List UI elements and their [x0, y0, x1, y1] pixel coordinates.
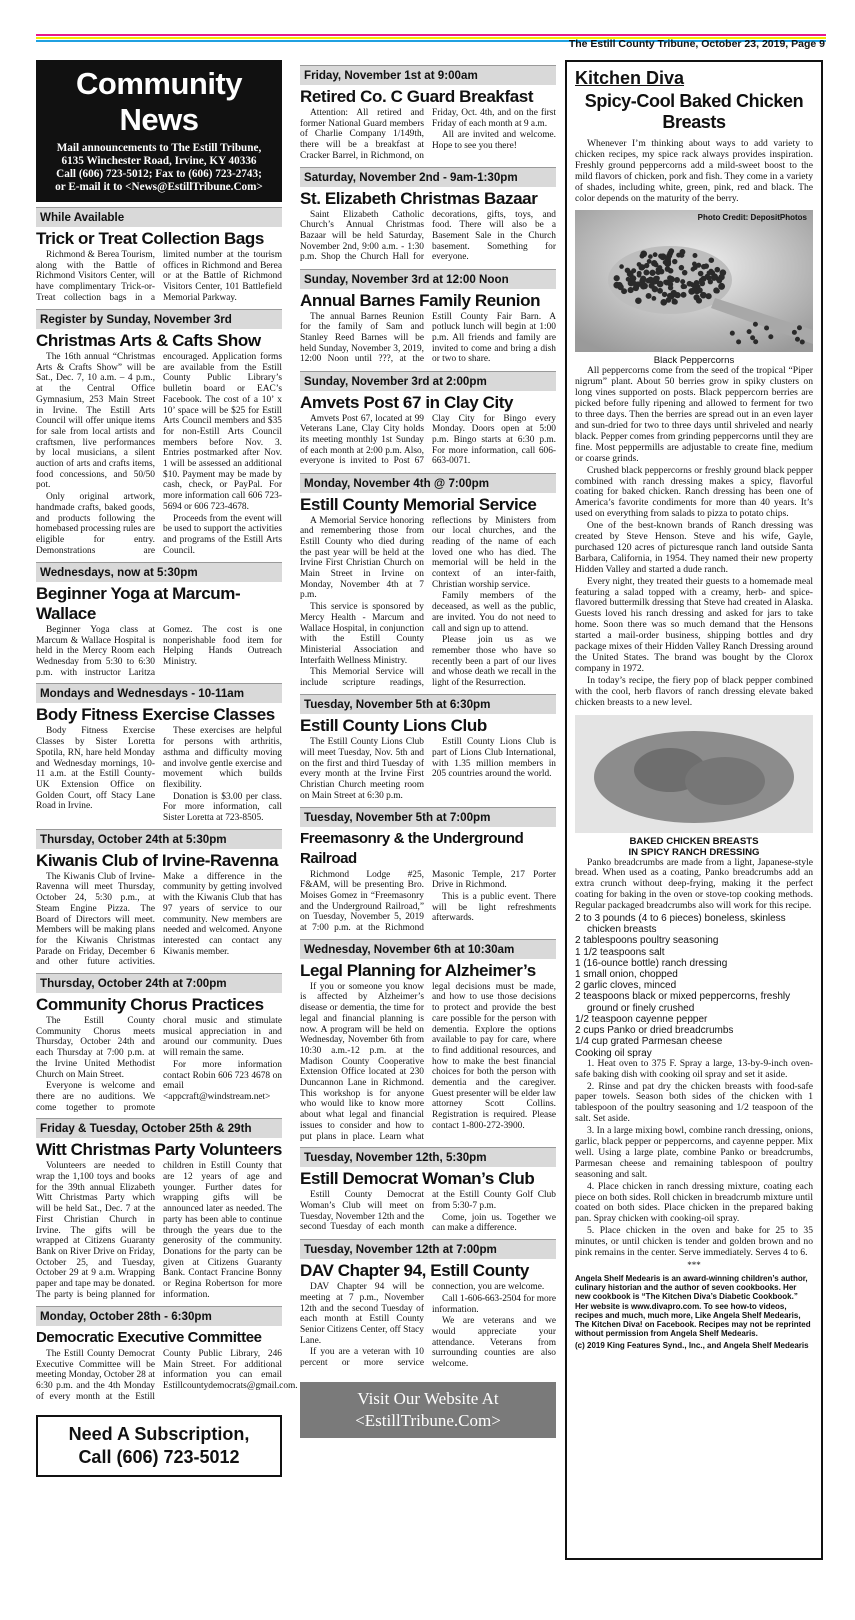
notice-headline: DAV Chapter 94, Estill County — [300, 1261, 529, 1281]
notice-headline: Witt Christmas Party Volunteers — [36, 1140, 282, 1160]
peppercorn — [621, 289, 627, 295]
notice-date-bar: Wednesdays, now at 5:30pm — [36, 562, 282, 582]
notice — [36, 309, 282, 557]
notice-date-bar: Sunday, November 3rd at 2:00pm — [300, 371, 556, 391]
author-bio: Angela Shelf Medearis is an award-winning children’s author, culinary historian and the author of seven cookbooks. Her new cookbook is “The Kitchen Diva’s Diabetic Cookbook.” Her website is www.divapro.com. To see how-to videos, recipes and much, much more, Like Angela Shelf Medearis, The Kitchen Diva! on Facebook. Recipes may not be reprinted without permission from Angela Shelf Medearis. — [575, 1274, 811, 1339]
paragraph: Everyone is welcome and there are no auditions. We come together to promote choral music and stimulate musical appreciation in and around our community. Dues will remain the same. — [36, 1016, 282, 1113]
peppercorn — [698, 271, 704, 277]
peppercorn — [703, 264, 709, 270]
masthead-line: Mail announcements to The Estill Tribune, — [56, 142, 262, 154]
peppercorn — [652, 296, 657, 301]
paragraph: Donation is $3.00 per class. For more information, call Sister Loretta at 723-8505. — [163, 791, 282, 824]
peppercorn — [653, 253, 658, 258]
paragraph: Body Fitness Exercise Classes by Sister Loretta Spotila, RN, hare held Monday and Wednesday mornings, 10-11 a.m. at the Estill County-UK Extension Office on Golden Court, off Stacy Lane Road in Irvine. — [36, 726, 155, 812]
peppercorn — [674, 293, 679, 298]
masthead-line: Call (606) 723-5012; Fax to (606) 723-2743; — [56, 168, 262, 180]
photo-credit: Photo Credit: DepositPhotos — [697, 213, 807, 223]
paragraph: We are veterans and we would appreciate your attendance. Veterans from surrounding counties are also welcome. — [432, 1316, 556, 1370]
notice-headline: Estill Democrat Woman’s Club — [300, 1169, 535, 1189]
peppercorn — [644, 263, 649, 268]
peppercorn — [736, 340, 741, 345]
notice — [300, 269, 556, 366]
ingredient: 1 1/2 teaspoons salt — [575, 946, 665, 958]
peppercorn — [643, 270, 649, 276]
notice-body — [36, 625, 282, 679]
ingredient: 1/4 cup grated Parmesan cheese — [575, 1036, 723, 1048]
peppercorn — [768, 335, 773, 340]
notice — [300, 473, 556, 690]
peppercorn — [652, 286, 658, 292]
paragraph: DAV Chapter 94 will be meeting at 7 p.m., November 12th and the second Tuesday of each month at Estill County Senior Citizens Center, off Stacy Lane. — [300, 1282, 424, 1346]
column-middle — [300, 60, 556, 1438]
peppercorn — [657, 266, 662, 271]
ingredient-list — [575, 913, 813, 1059]
notice — [300, 1239, 556, 1370]
website-link[interactable]: <EstillTribune.Com> — [355, 1410, 501, 1430]
recipe-caption — [575, 836, 813, 858]
paragraph: Proceeds from the event will be used to support the activities and programs of the Estill Arts Council. — [163, 513, 282, 556]
notice-date-bar: While Available — [36, 207, 282, 227]
peppercorn — [674, 277, 680, 283]
peppercorn — [681, 292, 687, 298]
peppercorn — [679, 265, 684, 270]
peppercorn — [614, 276, 620, 282]
paragraph: Crushed black peppercorns or freshly ground black pepper combined with ranch dressing makes a spicy, flavorful coating for baked chicken. Ranch dressing has been one of America’s favorite condiments for more than 40 years. It’s used on everything from salads to pizza to potato chips. — [575, 464, 813, 520]
notice-body — [36, 1349, 298, 1403]
ingredient: 1 (16-ounce bottle) ranch dressing — [575, 957, 728, 969]
peppercorn — [709, 258, 715, 264]
notice — [300, 1147, 556, 1234]
peppercorn — [696, 298, 702, 304]
notice-headline: Kiwanis Club of Irvine-Ravenna — [36, 850, 279, 870]
paragraph: Only original artwork, handmade crafts, baked goods, and products following the homebased processing rules are eligible for entry. Demonstrations are encouraged. Application forms are available from the Estill County Public Library’s bulletin board or EAC’s Facebook. The cost of a 10’ x 10’ space will be $25 for Estill Arts Council members and $35 for non-Estill Arts Council members before Nov. 3. Entries postmarked after Nov. 1 will be assessed an additional $10. Payment may be made by cash, check, or PayPal. For more information call 606 723-5694 or 606 723-4678. — [36, 352, 282, 556]
notice-body — [36, 1016, 282, 1113]
paragraph: Whenever I’m thinking about ways to add variety to chicken recipes, my spice rack always provides inspiration. Freshly ground peppercorns add a mild-sweet boost to the mild flavors of chicken, pork and fish. They come in a variety of shades, including white, green, pink, red and black. The color depends on the maturity of the berry. — [575, 138, 813, 204]
paragraph: Volunteers are needed to wrap the 1,100 toys and books for the 39th annual Elizabeth Witt Christmas Party which will be held Sat., Dec. 7 at the First Christian Church in Irvine. The gifts will be wrapped at Citizens Guaranty Bank on River Drive on Friday, October 25, and Tuesday, October 29 at 9 a.m. Wrapping paper and tape may be donated. The party is being planned for children in Estill County that are 12 years of age and younger. Further dates for wrapping gifts will be announced later as needed. The party has been able to continue through the years due to the generosity of the community. Donations for the party can be given at Citizens Guaranty Bank. Contact Francine Bonny or Regina Robertson for more information. — [36, 1161, 282, 1300]
column-left — [36, 60, 298, 1477]
paragraph: The 16th annual “Christmas Arts & Crafts Show” will be Sat., Dec. 7, 10 a.m. – 4 p.m., at the Central Office Gymnasium, 253 Main Street in Irvine. The Estill Arts Council will offer unique items for sale from local artists and craftsmen, live performances by local musicians, a silent auction of arts and crafts items, food concessions, and 50/50 pot. — [36, 352, 155, 491]
peppercorn — [717, 278, 723, 284]
peppercorn — [706, 294, 712, 300]
peppercorn — [637, 263, 642, 268]
paragraph: This is a public event. There will be light refreshments afterwards. — [432, 891, 556, 924]
peppercorn — [673, 300, 678, 305]
masthead — [36, 60, 282, 202]
article-body — [575, 366, 813, 708]
notice-body — [300, 1282, 556, 1370]
peppercorn — [660, 254, 667, 261]
peppercorn — [656, 270, 662, 276]
subscription-line1: Need A Subscription, — [68, 1423, 250, 1444]
paragraph: If you are a veteran with 10 percent or more service connection, you are welcome. — [300, 1282, 545, 1369]
peppercorn — [640, 251, 647, 258]
peppercorn — [715, 289, 720, 294]
kitchen-diva-column — [565, 60, 823, 1560]
recipe-caption-line: BAKED CHICKEN BREASTS — [629, 835, 759, 847]
peppercorn — [682, 270, 688, 276]
peppercorn — [693, 265, 698, 270]
notice — [300, 939, 556, 1143]
notice-date-bar: Friday & Tuesday, October 25th & 29th — [36, 1118, 282, 1138]
paragraph: One of the best-known brands of Ranch dressing was created by Steve Henson. Steve and his wife, Gayle, purchased 120 acres of picturesque ranch land outside Santa Barbara, California, in 1954. They named their new property Hidden Valley and started a dude ranch. — [575, 520, 813, 575]
ingredient: 1/2 teaspoon cayenne pepper — [575, 1013, 708, 1025]
website-box[interactable] — [300, 1382, 556, 1438]
peppercorn — [665, 255, 671, 261]
notice-date-bar: Tuesday, November 12th at 7:00pm — [300, 1239, 556, 1259]
left-notices — [36, 207, 298, 1403]
notice-body — [36, 726, 282, 823]
paragraph: Family members of the deceased, as well as the public, are invited. You do not need to call and sign up to attend. — [432, 591, 556, 634]
notice-headline: Annual Barnes Family Reunion — [300, 290, 541, 310]
notice-headline: Legal Planning for Alzheimer’s — [300, 960, 536, 980]
recipe-steps — [575, 1059, 813, 1259]
recipe-step: 4. Place chicken in ranch dressing mixture, coating each piece on both sides. Roll chicken in breadcrumb mixture until coated on both sides. Place chicken in the prepared baking pan. Spray chicken with cooking-oil spray. — [575, 1180, 813, 1225]
notice-headline: Estill County Lions Club — [300, 716, 487, 736]
peppercorn — [750, 336, 755, 341]
notice-date-bar: Tuesday, November 12th, 5:30pm — [300, 1147, 556, 1167]
notice-date-bar: Mondays and Wednesdays - 10-11am — [36, 683, 282, 703]
peppercorn — [648, 255, 653, 260]
peppercorn — [617, 282, 622, 287]
copyright: (c) 2019 King Features Synd., Inc., and Angela Shelf Medearis — [575, 1341, 809, 1351]
paragraph: Please join us as we remember those who have so recently been a part of our lives and whose death we recall in the light of the Resurrection. — [432, 635, 556, 689]
peppercorn — [699, 281, 705, 287]
paragraph: Panko breadcrumbs are made from a light, Japanese-style bread. When used as a coating, Panko breadcrumbs add an extra crunch without deep-frying, making it the perfect coating for baking in the oven or stove-top cooking methods. Regular packaged breadcrumbs also will work for this recipe. — [575, 856, 813, 912]
ingredient: 2 garlic cloves, minced — [575, 980, 677, 992]
peppercorn — [681, 284, 686, 289]
magenta-bar — [36, 34, 826, 36]
peppercorn — [635, 298, 642, 305]
notice — [36, 973, 282, 1113]
notice-headline: Amvets Post 67 in Clay City — [300, 392, 514, 412]
subscription-line2: Call (606) 723-5012 — [78, 1446, 240, 1467]
peppercorn — [715, 267, 721, 273]
notice-body — [300, 982, 556, 1143]
notice-date-bar: Sunday, November 3rd at 12:00 Noon — [300, 269, 556, 289]
notice — [36, 207, 282, 304]
peppercorn — [797, 326, 802, 331]
peppercorn — [676, 253, 681, 258]
paragraph: These exercises are helpful for persons with arthritis, asthma and difficulty moving and involve gentle exercise and movement which builds flexibility. — [163, 726, 282, 790]
notice-body — [300, 516, 556, 690]
peppercorn — [651, 260, 657, 266]
paragraph: Call 1-606-663-2504 for more information. — [432, 1293, 556, 1315]
peppercorn — [649, 270, 655, 276]
notice-headline: Estill County Memorial Service — [300, 494, 537, 514]
peppercorn — [730, 331, 735, 336]
paragraph: Saint Elizabeth Catholic Church’s Annual Christmas Bazaar will be held Saturday, November 2nd, 9:00 a.m. - 1:30 p.m. Shop the Church Hall for decorations, gifts, toys, and food. There will also be a Basement Sale in the Church basement. Something for everyone. — [300, 209, 556, 263]
notice — [36, 683, 282, 823]
peppercorn — [800, 340, 805, 345]
notice-body — [300, 210, 556, 264]
paragraph: In today’s recipe, the fiery pop of black pepper combined with the cool, herb flavors of ranch dressing elevate baked chicken breasts to a new level. — [575, 674, 813, 708]
paragraph: Come, join us. Together we can make a difference. — [432, 1212, 556, 1234]
notice — [300, 371, 556, 468]
notice-date-bar: Friday, November 1st at 9:00am — [300, 65, 556, 85]
paragraph: If you or someone you know is affected by Alzheimer’s disease or dementia, the time for legal and financial planning is now. A program will be held on Wednesday, November 6th from 10:30 a.m.-12 p.m. at the Madison County Cooperative Extension Office located at 230 Duncannon Lane in Richmond. This workshop is for anyone who would like to know more about what legal and financial issues to consider and how to put plans in place. Learn what legal decisions must be made, and how to use those decisions to protect and provide the best care possible for the person with dementia. Explore the options available to pay for care, where to find additional resources, and how to make the best financial choices for both the person with dementia and the caregiver. Guest presenter will be elder law attorney Scott Collins. Registration is required. Please contact 1-800-272-3900. — [300, 981, 556, 1142]
notice — [36, 1118, 282, 1301]
notice-date-bar: Thursday, October 24th at 7:00pm — [36, 973, 282, 993]
paragraph: A Memorial Service honoring and remembering those from Estill County who died during the past year will be held at the Irvine First Christian Church on Main Street in Irvine on Monday, November 4th at 7 p.m. — [300, 515, 424, 601]
notice-body — [300, 312, 556, 366]
paragraph: The Estill County Democrat Executive Committee will be meeting Monday, October 28 at 6:30 p.m. and the 4th Monday of every month at the Estill County Public Library, 246 Main Street. For additional information you can email Estillcountydemocrats@gmail.com. — [36, 1349, 298, 1402]
notice-date-bar: Monday, November 4th @ 7:00pm — [300, 473, 556, 493]
notice — [300, 167, 556, 264]
notice-headline: Christmas Arts & Cafts Show — [36, 331, 261, 351]
ingredient: Cooking oil spray — [575, 1047, 652, 1059]
notice-date-bar: Thursday, October 24th at 5:30pm — [36, 829, 282, 849]
notice-headline: Retired Co. C Guard Breakfast — [300, 87, 534, 106]
peppercorn — [692, 286, 697, 291]
notice — [36, 1306, 298, 1403]
peppercorn — [630, 276, 636, 282]
paragraph: Richmond Lodge #25, F&AM, will be presenting Bro. Moises Gomez in “Freemasonry and the Underground Railroad,” on Tuesday, November 5, 2019 at 7:00 p.m. at the Richmond Masonic Temple, 217 Porter Drive in Richmond. — [300, 869, 556, 934]
peppercorn — [764, 326, 769, 331]
notice-date-bar: Register by Sunday, November 3rd — [36, 309, 282, 329]
notice — [300, 65, 556, 162]
subscription-box — [36, 1415, 282, 1477]
notice-body — [36, 872, 282, 968]
peppercorn — [795, 337, 800, 342]
notice-date-bar: Tuesday, November 5th at 7:00pm — [300, 807, 556, 827]
notice-headline: Trick or Treat Collection Bags — [36, 229, 264, 248]
peppercorn — [792, 330, 797, 335]
photo-caption: Black Peppercorns — [653, 355, 735, 367]
website-line1: Visit Our Website At — [357, 1388, 499, 1408]
recipe-step: 1. Heat oven to 375 F. Spray a large, 13-by-9-inch oven-safe baking dish with cooking oil spray and set it aside. — [575, 1057, 813, 1080]
paragraph: This Memorial Service will include scripture readings, reflections by Ministers from our local churches, and the reading of the name of each loved one who has died. The memorial will be held in the context of an inter-faith, Christian worship service. — [300, 515, 556, 689]
paragraph: Beginner Yoga class at Marcum & Wallace Hospital is held in the Mercy Room each Wednesday from 5:30 to 6:30 p.m. with instructor Laritza Gomez. The cost is one nonperishable food item for Helping Hands Outreach Ministry. — [36, 624, 282, 678]
paragraph: The Kiwanis Club of Irvine-Ravenna will meet Thursday, October 24, 5:30 p.m., at Steam Engine Pizza. The Board of Directors will meet. Members will be making plans for the Kiwanis Christmas Parade on Friday, December 6 and other future activities. Make a difference in the community by getting involved with the Kiwanis Club that has 97 years of service to our community. New members are needed and welcomed. Anyone interested can contact any Kiwanis member. — [36, 871, 282, 968]
peppercorn — [668, 268, 674, 274]
notice-body — [36, 1161, 282, 1301]
peppercorn — [680, 280, 685, 285]
peppercorn — [753, 322, 758, 327]
ingredient: 2 tablespoons poultry seasoning — [575, 935, 719, 947]
notice-headline: Community Chorus Practices — [36, 995, 264, 1015]
peppercorn — [663, 260, 668, 265]
paragraph: Attention: All retired and former National Guard members of Charlie Company 1/149th, there will be a breakfast at Cracker Barrel, in Richmond, on Friday, Oct. 4th, and on the first Friday of each month at 9 a.m. — [300, 108, 556, 161]
notice-headline: St. Elizabeth Christmas Bazaar — [300, 188, 538, 208]
peppercorn — [753, 340, 758, 345]
chicken-photo — [575, 715, 813, 833]
peppercorn — [639, 278, 645, 284]
notice-date-bar: Wednesday, November 6th at 10:30am — [300, 939, 556, 959]
peppercorn — [646, 293, 652, 299]
separator: *** — [687, 1260, 701, 1271]
peppercorn — [706, 276, 712, 282]
notice-body — [300, 1190, 556, 1234]
notice-headline: Body Fitness Exercise Classes — [36, 705, 275, 725]
notice-body — [300, 870, 556, 934]
peppercorn — [709, 269, 714, 274]
paragraph: Every night, they treated their guests to a homemade meal featuring a salad topped with a creamy, herb- and spice-flavored buttermilk dressing that Steve had created in Alaska. Guests loved his ranch dressing and asked for jars to take home. Soon there was so much demand that the Hensons started a mail-order business, shipping bottles and dry package mixes of their Hidden Valley Ranch Dressing around the United States. The brand was bought by the Clorox company in 1972. — [575, 575, 813, 674]
peppercorn — [668, 286, 673, 291]
peppercorn-image — [575, 210, 813, 352]
peppercorn — [668, 249, 674, 255]
peppercorn — [657, 288, 663, 294]
notice-date-bar: Saturday, November 2nd - 9am-1:30pm — [300, 167, 556, 187]
peppercorn — [718, 283, 725, 290]
recipe-intro — [575, 858, 813, 913]
paragraph: For more information contact Robin 606 723 4678 on email <appcraft@windstream.net> — [163, 1059, 282, 1102]
notice — [300, 694, 556, 801]
peppercorn — [672, 259, 677, 264]
ingredient: 2 teaspoons black or mixed peppercorns, freshly ground or finely crushed — [575, 991, 791, 1014]
recipe-step: 2. Rinse and pat dry the chicken breasts with food-safe paper towels. Season both sides of the chicken with 1 tablespoon of the poultry seasoning and 1/2 teaspoon of the salt. Set aside. — [575, 1080, 813, 1125]
recipe-title: Spicy-Cool Baked Chicken Breasts — [584, 91, 804, 132]
notice-headline: Freemasonry & the Underground Railroad — [300, 829, 524, 867]
notice — [36, 829, 282, 968]
paragraph: The Estill County Lions Club will meet Tuesday, Nov. 5th and on the first and third Tuesday of every month at the Irvine First Christian Church meeting room on Main Street at 6:30 p.m. — [300, 737, 424, 801]
peppercorn — [637, 273, 642, 278]
intro-text — [575, 139, 813, 204]
running-head: The Estill County Tribune, October 23, 2019, Page 9 — [568, 38, 825, 50]
notice-date-bar: Monday, October 28th - 6:30pm — [36, 1306, 282, 1326]
masthead-line: or E-mail it to <News@EstillTribune.Com> — [55, 181, 263, 193]
peppercorn — [700, 292, 707, 299]
peppercorn — [662, 292, 667, 297]
peppercorn — [619, 265, 624, 270]
paragraph: All peppercorns come from the seed of the tropical “Piper nigrum” plant. About 50 berries grow in spiky clusters on long vines supported on posts. Black peppercorn berries are picked before fully ripening and allowed to ferment for two to three days. Then the berries are spread out in an even layer and sun-dried for two to three days until shriveled and nearly black. Pepper comes from grinding peppercorns until they are fine. Most peppermills are adjustable to create fine, medium or coarse grinds. — [575, 365, 813, 464]
recipe-caption-line: IN SPICY RANCH DRESSING — [628, 846, 760, 858]
peppercorn — [712, 277, 717, 282]
peppercorn — [693, 253, 698, 258]
paragraph: Estill County Democrat Woman’s Club will meet on Tuesday, November 12th and the second Tuesday of each month at the Estill County Golf Club from 5:30-7 p.m. — [300, 1190, 556, 1233]
peppercorn — [747, 330, 752, 335]
notice-date-bar: Tuesday, November 5th at 6:30pm — [300, 694, 556, 714]
masthead-title: Community News — [76, 66, 242, 137]
notice-body — [300, 108, 556, 162]
notice-body — [36, 250, 282, 304]
ingredient: 2 cups Panko or dried breadcrumbs — [575, 1025, 734, 1037]
middle-notices — [300, 65, 556, 1370]
peppercorn — [663, 280, 668, 285]
notice — [36, 562, 282, 679]
notice — [300, 807, 556, 934]
paragraph: Estill County Lions Club is part of Lions Club International, with 1.35 million members in 205 countries around the world. — [432, 737, 556, 780]
peppercorn — [646, 278, 652, 284]
notice-body — [36, 352, 282, 557]
notice-body — [300, 414, 556, 468]
paragraph: Amvets Post 67, located at 99 Veterans Lane, Clay City holds its meeting monthly 1st Sunday of each month at 2:00 p.m. Also, everyone is invited to Post 67 Clay City for Bingo every Monday. Doors open at 5:00 p.m. Bingo starts at 6:30 p.m. For more information, call 606-663-0071. — [300, 413, 556, 467]
masthead-line: 6135 Winchester Road, Irvine, KY 40336 — [61, 155, 257, 167]
chicken-image — [575, 715, 813, 833]
recipe-step: 3. In a large mixing bowl, combine ranch dressing, onions, garlic, black pepper or peppercorns, and cayenne pepper. Mix well. Using a large plate, combine Panko or breadcrumbs, Parmesan cheese and remaining tablespoon of poultry seasoning and salt. — [575, 1125, 813, 1180]
notice-body — [300, 737, 556, 801]
notice-headline: Beginner Yoga at Marcum-Wallace — [36, 583, 241, 623]
paragraph: The annual Barnes Reunion for the family of Sam and Stanley Reed Barnes will be held Sunday, November 3, 2019, 12:00 Noon until ???, at the Estill County Fair Barn. A potluck lunch will begin at 1:00 p.m. All friends and family are invited to come and bring a dish or two to share. — [300, 311, 556, 365]
paragraph: The Estill County Community Chorus meets Thursday, October 24th and each Thursday at 7:00 p.m. at the Irvine United Methodist Church on Main Street. — [36, 1016, 155, 1080]
paragraph: Richmond & Berea Tourism, along with the Battle of Richmond Visitors Center, will have complimentary Trick-or-Treat collection bags in a limited number at the tourism offices in Richmond and Berea or at the Battle of Richmond Visitors Center, 101 Battlefield Memorial Parkway. — [36, 250, 282, 303]
peppercorn-photo — [575, 210, 813, 352]
paragraph: This service is sponsored by Mercy Health - Marcum and Wallace Hospital, in conjunction with the Estill County Ministerial Association and Interfaith Wellness Ministry. — [300, 602, 424, 666]
column-kicker: Kitchen Diva — [575, 68, 685, 88]
peppercorn — [633, 285, 639, 291]
recipe-step: 5. Place chicken in the oven and bake for 25 to 35 minutes, or until chicken is tender and golden brown and no pink remains in the center. Serve immediately. Serves 4 to 6. — [575, 1225, 813, 1259]
paragraph: All are invited and welcome. Hope to see you there! — [432, 130, 556, 152]
peppercorn — [667, 276, 673, 282]
ingredient: 2 to 3 pounds (4 to 6 pieces) boneless, skinless chicken breasts — [575, 913, 786, 936]
peppercorn — [666, 298, 672, 304]
notice-headline: Democratic Executive Committee — [36, 1329, 262, 1347]
ingredient: 1 small onion, chopped — [575, 969, 678, 981]
